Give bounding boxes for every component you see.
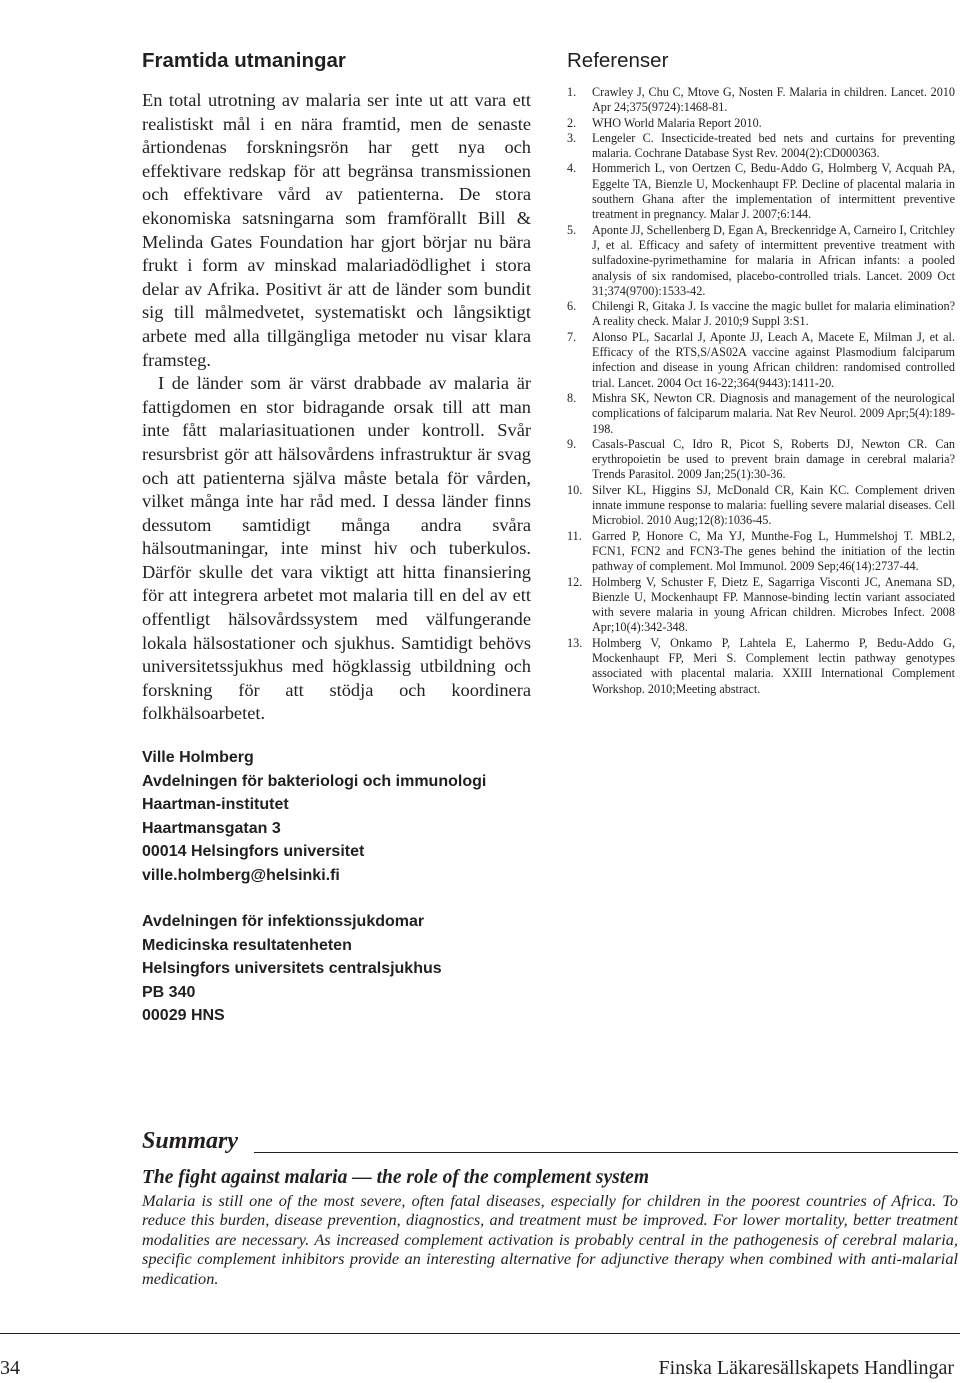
summary-section xyxy=(142,1125,958,1288)
reference-number: 4. xyxy=(567,161,577,176)
reference-text: Crawley J, Chu C, Mtove G, Nosten F. Malaria in children. Lancet. 2010 Apr 24;375(9724):1468-81. xyxy=(592,85,955,115)
reference-number: 8. xyxy=(567,390,577,405)
reference-item xyxy=(567,636,955,697)
summary-title: Summary xyxy=(142,1128,239,1154)
reference-text: Chilengi R, Gitaka J. Is vaccine the magic bullet for malaria elimination? A reality check. Malar J. 2010;9 Suppl 3:S1. xyxy=(592,299,955,329)
reference-number: 13. xyxy=(567,635,583,650)
reference-number: 12. xyxy=(567,574,583,589)
reference-number: 7. xyxy=(567,329,577,344)
author-address xyxy=(142,746,486,887)
address-line: Medicinska resultatenheten xyxy=(142,936,352,954)
reference-text: Lengeler C. Insecticide-treated bed nets and curtains for preventing malaria. Cochrane Database Syst Rev. 2004(2):CD000363. xyxy=(592,130,955,161)
reference-text: Mishra SK, Newton CR. Diagnosis and management of the neurological complications of falciparum malaria. Nat Rev Neurol. 2009 Apr;5(4):189-198. xyxy=(592,390,955,436)
article-column xyxy=(142,47,531,726)
summary-title-row xyxy=(142,1125,958,1161)
reference-text: Garred P, Honore C, Ma YJ, Munthe-Fog L, Hummelshoj T. MBL2, FCN1, FCN2 and FCN3-The genes behind the initiation of the lectin pathway of complement. Mol Immunol. 2009 Sep;46(14):2737-44. xyxy=(592,528,955,574)
address-line: 00014 Helsingfors universitet xyxy=(142,843,365,860)
reference-number: 9. xyxy=(567,436,577,451)
reference-item xyxy=(567,299,955,330)
footer-rule xyxy=(0,1333,960,1334)
reference-item xyxy=(567,161,955,222)
summary-subtitle: The fight against malaria — the role of the complement system xyxy=(142,1167,649,1188)
references-section xyxy=(567,47,955,697)
reference-number: 6. xyxy=(567,299,577,314)
author-email: ville.holmberg@helsinki.fi xyxy=(142,866,340,884)
article-paragraph: I de länder som är värst drabbade av malaria är fattigdomen en stor bidragande orsak till att man inte fått malariasituationen under kontroll. Svår resursbrist gör att hälsovårdens infrastruktur är svag och att patienterna själva måste betala för vården, vilket många inte har råd med. I dessa länder finns dessutom samtidigt många andra svåra hälsoutmaningar, inte minst hiv och tuberkulos. Därför skulle det vara viktigt att hitta finansiering för att integrera arbetet mot malaria till en del av ett offentligt hälsovårdssystem med välfungerande lokala hälsostationer och sjukhus. Samtidigt behövs universitetssjukhus med högklassig utbildning och forskning för att stödja och koordinera folkhälsoarbetet. xyxy=(142,373,531,724)
reference-text: Silver KL, Higgins SJ, McDonald CR, Kain KC. Complement driven innate immune response to malaria: fuelling severe malarial diseases. Cell Microbiol. 2010 Aug;12(8):1036-45. xyxy=(592,482,955,528)
reference-item xyxy=(567,116,955,131)
summary-text: Malaria is still one of the most severe, often fatal diseases, especially for children in the poorest countries of Africa. To reduce this burden, disease prevention, diagnostics, and treatment must be improved. For lower mortality, better treatment modalities are necessary. As increased complement activation is probably central in the pathogenesis of cerebral malaria, specific complement inhibitors provide an interesting alternative for adjunctive therapy when combined with anti-malarial medication. xyxy=(142,1191,958,1288)
reference-item xyxy=(567,529,955,575)
second-address xyxy=(142,910,442,1028)
reference-item xyxy=(567,483,955,529)
address-line: Avdelningen för infektionssjukdomar xyxy=(142,913,425,930)
reference-text: Holmberg V, Schuster F, Dietz E, Sagarriga Visconti JC, Anemana SD, Bienzle U, Mockenhaupt FP. Mannose-binding lectin variant associated with severe malaria in young African children. Microbes Infect. 2008 Apr;10(4):342-348. xyxy=(592,574,955,635)
article-body xyxy=(142,89,531,726)
reference-item xyxy=(567,575,955,636)
author-name: Ville Holmberg xyxy=(142,749,254,766)
address-line: 00029 HNS xyxy=(142,1007,225,1024)
reference-item xyxy=(567,437,955,483)
reference-text: Hommerich L, von Oertzen C, Bedu-Addo G, Holmberg V, Acquah PA, Eggelte TA, Bienzle U, Mockenhaupt FP. Decline of placental malaria in southern Ghana after the implementation of intermittent preventive treatment in pregnancy. Malar J. 2007;6:144. xyxy=(592,161,955,222)
reference-text: Aponte JJ, Schellenberg D, Egan A, Breckenridge A, Carneiro I, Critchley J, et al. Efficacy and safety of intermittent preventive treatment with sulfadoxine-pyrimethamine for malaria in African infants: a pooled analysis of six randomised, placebo-controlled trials. Lancet. 2009 Oct 31;374(9700):1533-42. xyxy=(592,222,955,298)
reference-item xyxy=(567,330,955,391)
reference-text: WHO World Malaria Report 2010. xyxy=(592,115,762,130)
reference-item xyxy=(567,391,955,437)
reference-item xyxy=(567,131,955,162)
reference-text: Alonso PL, Sacarlal J, Aponte JJ, Leach A, Macete E, Milman J, et al. Efficacy of the RTS,S/AS02A vaccine against Plasmodium falciparum infection and disease in young African children: randomised controlled trial. Lancet. 2004 Oct 16-22;364(9443):1411-20. xyxy=(592,329,955,390)
article-paragraph: En total utrotning av malaria ser inte ut att vara ett realistiskt mål i en nära framtid, men de senaste årtiondenas forskningsrön har gett nya och effektivare redskap för att begränsa transmissionen och effektivare vård av patienterna. De stora ekonomiska satsningarna som framförallt Bill & Melinda Gates Foundation har gjort börjar nu bära frukt i form av minskad malariadödlighet i stora delar av Afrika. Positivt är att de länder som bundit sig till målmedvetet, systematiskt och långsiktigt arbete med alla tillgängliga metoder nu visar klara framsteg. xyxy=(142,90,531,370)
section-heading: Framtida utmaningar xyxy=(142,49,346,72)
reference-number: 3. xyxy=(567,130,577,145)
references-heading: Referenser xyxy=(567,49,669,72)
summary-rule xyxy=(254,1152,958,1153)
address-line: PB 340 xyxy=(142,983,196,1001)
reference-item xyxy=(567,223,955,299)
reference-item xyxy=(567,85,955,116)
reference-number: 2. xyxy=(567,115,577,130)
page-number: 34 xyxy=(0,1357,20,1379)
reference-number: 1. xyxy=(567,85,577,99)
address-line: Avdelningen för bakteriologi och immunologi xyxy=(142,772,487,790)
address-line: Helsingfors universitets centralsjukhus xyxy=(142,960,442,977)
address-line: Haartman-institutet xyxy=(142,796,289,813)
journal-name: Finska Läkaresällskapets Handlingar xyxy=(658,1357,954,1379)
reference-text: Casals-Pascual C, Idro R, Picot S, Roberts DJ, Newton CR. Can erythropoietin be used to prevent brain damage in cerebral malaria? Trends Parasitol. 2009 Jan;25(1):30-36. xyxy=(592,436,955,482)
reference-number: 11. xyxy=(567,528,582,543)
reference-number: 5. xyxy=(567,222,577,237)
reference-number: 10. xyxy=(567,482,583,497)
reference-text: Holmberg V, Onkamo P, Lahtela E, Lahermo P, Bedu-Addo G, Mockenhaupt FP, Meri S. Complement lectin pathway genotypes associated with placental malaria. XXIII International Complement Workshop. 2010;Meeting abstract. xyxy=(592,635,955,696)
address-line: Haartmansgatan 3 xyxy=(142,819,281,837)
reference-list xyxy=(567,85,955,697)
